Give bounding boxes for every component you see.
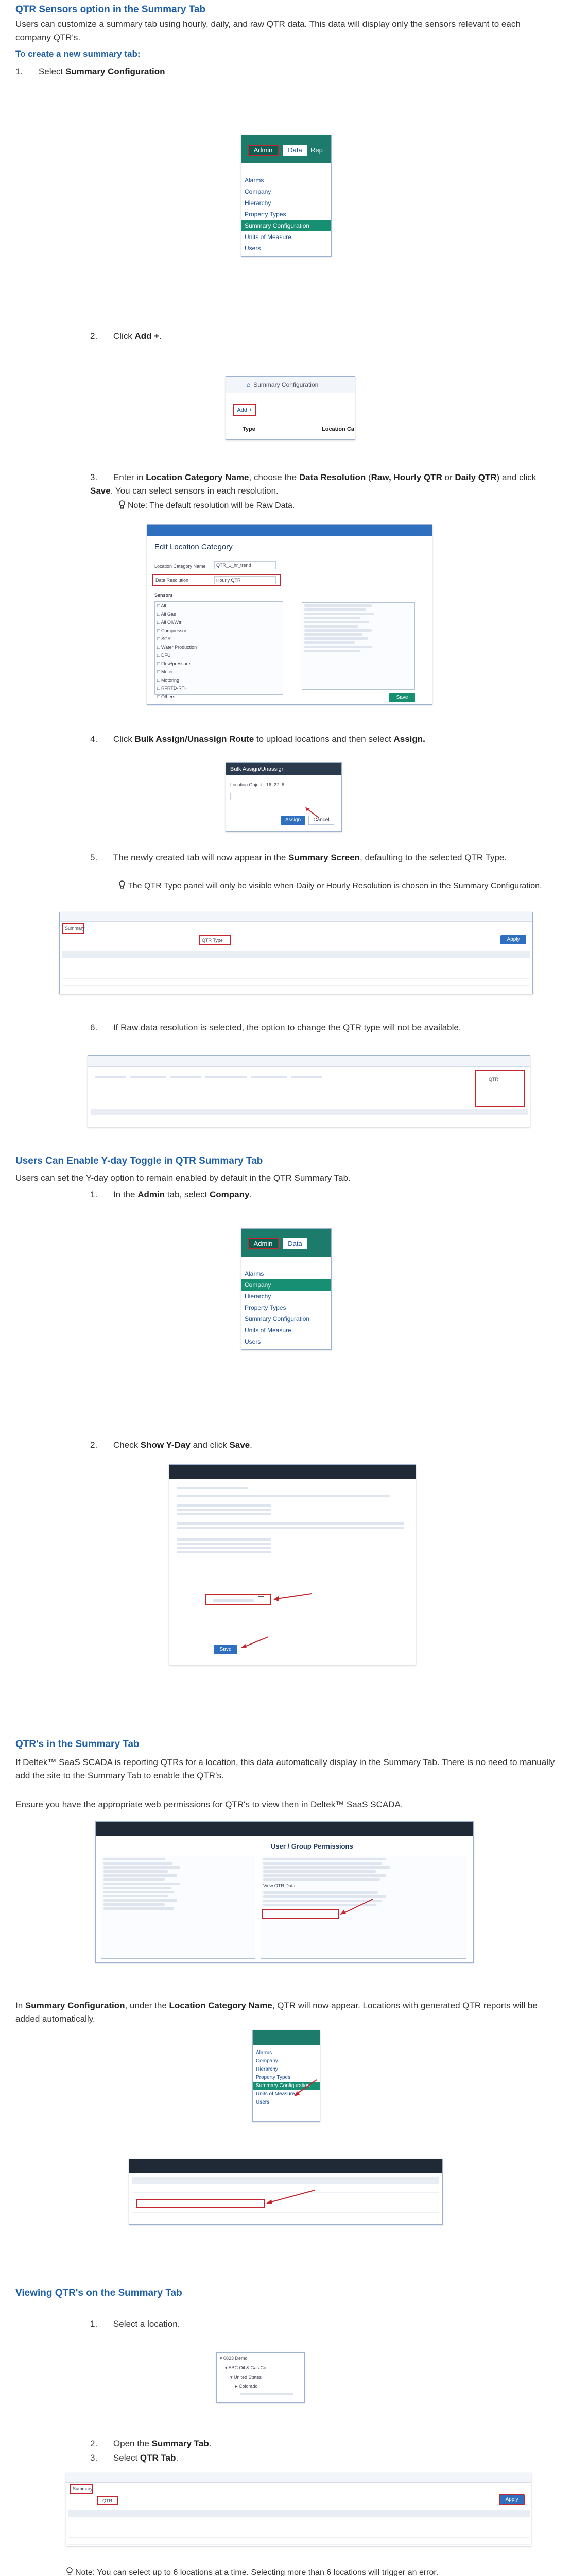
intro-paragraph: Users can customize a summary tab using hourly, daily, and raw QTR data. This data will display only the sensors relevant to each company QTR's. (15, 19, 521, 42)
p3-bold-1: Summary Configuration (25, 2001, 125, 2010)
config-table-header (132, 2177, 439, 2184)
summary-qtr-tab-screenshot (66, 2473, 531, 2546)
sensor-item-label: SCR (161, 636, 171, 641)
menu-item-company[interactable]: Company (245, 188, 271, 195)
tree-item-demo[interactable]: ▾ 0823 Demo (220, 2355, 248, 2361)
view-qtr-permission[interactable] (263, 1883, 464, 1890)
step-bold-4: Daily QTR (455, 472, 497, 482)
view-qtr-permission-label: View QTR Data (263, 1883, 296, 1888)
lightbulb-icon (118, 880, 126, 890)
step-number: 2. (90, 331, 98, 341)
view-qtr-highlight (262, 1909, 339, 1919)
sensor-item-label: DFU (161, 653, 171, 658)
company-form (175, 1485, 411, 1555)
step-text: Select (38, 66, 65, 76)
menu-item-alarms[interactable]: Alarms (256, 2050, 272, 2056)
step-text: The newly created tab will now appear in the (113, 853, 289, 862)
sensor-item-label: Flow/pressure (161, 661, 191, 666)
step-text-2: and click (190, 1440, 230, 1450)
sensor-item[interactable]: □ Motoring (157, 677, 179, 683)
menu-item-property-types[interactable]: Property Types (245, 1304, 286, 1311)
sensor-tree[interactable] (154, 601, 283, 699)
sensor-item[interactable]: □ Water Production (157, 645, 197, 650)
lightbulb-icon (118, 500, 126, 510)
home-icon: ⌂ (247, 381, 251, 388)
rep-tab-label: Rep (310, 146, 323, 154)
sensor-item[interactable]: □ All Gas (157, 612, 176, 617)
raw-toolbar (88, 1056, 530, 1067)
admin-menu-bar (241, 1229, 331, 1257)
tree-item-company[interactable]: ▾ ABC Oil & Gas Co. (225, 2365, 268, 2370)
step-bold-5: Save (90, 486, 111, 496)
admin-tab-label: Admin (253, 1240, 273, 1247)
summary-table-header (68, 2510, 530, 2517)
qtr-type-label: QTR Type (202, 938, 223, 943)
step-text-4: or (442, 472, 455, 482)
tree-item-label: Colorado (239, 2384, 258, 2389)
show-yday-checkbox[interactable] (258, 1596, 264, 1602)
menu-item-units-of-measure[interactable]: Units of Measure (245, 233, 291, 241)
step-1-summary-config (15, 65, 165, 78)
note-text: Note: You can select up to 6 locations at a time. Selecting more than 6 locations will trigger an error. (75, 2568, 439, 2576)
sensor-item-label: Others (161, 694, 175, 699)
menu-item-summary-configuration[interactable]: Summary Configuration (245, 1315, 310, 1323)
table-row (68, 2538, 530, 2545)
selected-sensors-list[interactable] (302, 602, 415, 690)
save-label: Save (396, 694, 408, 700)
menu-item-units-of-measure[interactable]: Units of Measure (256, 2091, 295, 2097)
admin-menu-screenshot (241, 135, 332, 257)
step-number: 2. (90, 2438, 98, 2448)
table-row (62, 979, 530, 986)
step-2-add (90, 330, 162, 343)
bulk-cancel-label: Cancel (313, 817, 330, 823)
sensor-item[interactable]: □ DFU (157, 653, 171, 658)
admin-summary-menu-screenshot (252, 2030, 320, 2122)
sensor-item-label: All Gas (161, 612, 176, 617)
step-bold-1: Bulk Assign/Unassign Route (134, 734, 254, 744)
section-title-yday-toggle: Users Can Enable Y-day Toggle in QTR Summary Tab (15, 1156, 263, 1166)
arrow-icon (339, 1897, 375, 1918)
step-text-post: , defaulting to the selected QTR Type. (360, 853, 507, 862)
bulk-assign-label: Assign (285, 817, 301, 823)
summary-toolbar (66, 2473, 531, 2483)
admin-menu-list (241, 1257, 331, 1347)
bulk-assign-screenshot (226, 762, 342, 832)
data-resolution-label: Data Resolution (155, 578, 189, 583)
summary-tab[interactable]: Summary (73, 2486, 93, 2492)
step-text: Click (113, 734, 135, 744)
data-tab[interactable] (283, 1238, 307, 1249)
sensor-item-label: Compressor (161, 628, 186, 633)
admin-tab[interactable] (248, 1238, 279, 1249)
step-text-6: . You can select sensors in each resolution. (110, 486, 279, 496)
section-title-viewing-qtrs: Viewing QTR's on the Summary Tab (15, 2287, 182, 2298)
step-text: Select a location. (113, 2319, 180, 2329)
yday-intro: Users can set the Y-day option to remain enabled by default in the QTR Summary Tab. (15, 1173, 351, 1183)
step-number: 1. (15, 66, 23, 76)
step-bold-2: Save (229, 1440, 250, 1450)
admin-company-menu-screenshot (241, 1228, 332, 1350)
step-text-post: . (209, 2438, 212, 2448)
step-bold-2: Data Resolution (299, 472, 366, 482)
step-3-enter-category (90, 471, 543, 498)
arrow-icon (293, 2078, 319, 2098)
table-row (68, 2518, 530, 2524)
qtr-summary-p1: If Deltek™ SaaS SCADA is reporting QTRs for a location, this data automatically display in the Summary Tab. There is no need to manually add the site to the Summary Tab to enable the QTR's. (15, 1757, 555, 1781)
lightbulb-icon (66, 2567, 73, 2576)
category-name-input[interactable] (214, 561, 276, 569)
sensor-item[interactable]: □ Compressor (157, 628, 186, 633)
summary-apply-button[interactable] (499, 2494, 525, 2505)
summary-table-header (62, 951, 530, 958)
step-bold-3: Raw, Hourly QTR (371, 472, 442, 482)
permissions-title: User / Group Permissions (271, 1842, 353, 1850)
menu-item-units-of-measure[interactable]: Units of Measure (245, 1327, 291, 1334)
save-label: Save (219, 1647, 232, 1652)
sensor-item[interactable]: □ Meter (157, 669, 173, 674)
step-text: In the (113, 1190, 138, 1199)
menu-item-summary-configuration[interactable]: Summary Configuration (241, 220, 331, 231)
sensor-item[interactable]: □ All (157, 603, 166, 608)
step-text-2: to upload locations and then select (254, 734, 394, 744)
step-6-raw-data (90, 1021, 543, 1035)
step-text-3: ( (366, 472, 371, 482)
step-text: Click (113, 331, 135, 341)
qtr-row-highlight (136, 2199, 265, 2208)
sensor-item-label: All (161, 603, 166, 608)
step-4-bulk-assign (90, 733, 543, 746)
p3-text-1: In (15, 2001, 25, 2010)
data-tab-label: Data (288, 146, 302, 154)
data-tab-label: Data (288, 1240, 302, 1247)
sensor-item[interactable]: □ SCR (157, 636, 171, 641)
sensor-item-label: Meter (161, 669, 173, 674)
apply-label: Apply (505, 2497, 518, 2502)
arrow-icon (265, 2188, 317, 2207)
arrow-icon (239, 1635, 270, 1650)
step-text-post: . (250, 1440, 252, 1450)
step-text: Select (113, 2453, 140, 2463)
step-number: 3. (90, 2453, 98, 2463)
sensor-item[interactable]: □ Others (157, 694, 175, 699)
sensor-item[interactable]: □ RFRTD-RTH (157, 686, 188, 691)
edit-location-category-screenshot (147, 524, 432, 705)
menu-item-company[interactable]: Company (256, 2058, 278, 2064)
summary-config-header-label: Summary Configuration (253, 381, 319, 388)
table-row (132, 2213, 439, 2219)
sensor-item[interactable]: □ All Oil/Wtr (157, 620, 182, 625)
step-bold: Summary Tab (151, 2438, 209, 2448)
step-1-admin-company (90, 1188, 252, 1201)
tree-item-state[interactable]: ▸ Colorado (235, 2384, 258, 2389)
menu-item-alarms[interactable]: Alarms (245, 177, 264, 184)
arrow-icon (272, 1591, 314, 1607)
data-tab[interactable] (283, 145, 307, 156)
step-bold-2: Assign. (393, 734, 425, 744)
sensors-label: Sensors (154, 592, 173, 598)
step-text-post: . (159, 331, 162, 341)
location-tree-screenshot (216, 2352, 305, 2403)
qtr-tab[interactable]: QTR (489, 1077, 498, 1082)
menu-item-hierarchy[interactable]: Hierarchy (256, 2066, 278, 2072)
tree-item-label: ABC Oil & Gas Co. (228, 2365, 268, 2370)
bulk-location-input[interactable] (230, 793, 333, 800)
admin-menu-bar (241, 135, 331, 163)
table-row (62, 972, 530, 979)
step-text-5: ) and click (496, 472, 537, 482)
step-3-select-qtr-tab (90, 2451, 178, 2465)
data-resolution-value: Hourly QTR (216, 578, 241, 583)
add-button-label: Add + (237, 407, 252, 413)
sensor-item-label: All Oil/Wtr (161, 620, 182, 625)
p3-text-3: , QTR will now appear. Locations with generated QTR reports will be added automatically. (15, 2001, 538, 2024)
data-resolution-select[interactable] (214, 576, 276, 584)
table-row (62, 986, 530, 992)
step-number: 2. (90, 1440, 98, 1450)
show-yday-label-placeholder (213, 1599, 254, 1602)
location-column-header: Location Ca (322, 426, 354, 432)
summary-config-list-screenshot (129, 2159, 443, 2225)
menu-item-alarms[interactable]: Alarms (245, 1270, 264, 1277)
step-bold: QTR Tab (140, 2453, 176, 2463)
qtr-summary-p2: Ensure you have the appropriate web permissions for QTR's to view then in Deltek™ SaaS SCADA. (15, 1800, 403, 1809)
section-title-qtr-summary-tab: QTR's in the Summary Tab (15, 1739, 140, 1750)
step-text-post: . (176, 2453, 179, 2463)
summary-tab[interactable]: Summary (65, 926, 85, 931)
note-default-resolution (118, 500, 295, 512)
category-name-value: QTR_1_hr_trend (216, 563, 251, 568)
sensor-item-label: Water Production (161, 645, 197, 650)
tree-item-label: United States (234, 2375, 262, 2380)
step-text-post: . (249, 1190, 252, 1199)
step-bold: Summary Configuration (65, 66, 165, 76)
menu-item-users[interactable]: Users (245, 245, 261, 252)
menu-item-summary-configuration[interactable]: Summary Configuration (253, 2082, 320, 2090)
step-bold: Add + (134, 331, 160, 341)
summary-screen-screenshot (59, 912, 533, 994)
menu-item-users[interactable]: Users (256, 2099, 270, 2105)
dialog-window-bar (147, 525, 432, 536)
raw-table-header (91, 1109, 528, 1115)
step-text: Open the (113, 2438, 152, 2448)
table-row (62, 959, 530, 965)
sensor-item-label: Motoring (161, 677, 179, 683)
table-row (91, 1123, 528, 1127)
raw-table-body (91, 1116, 528, 1127)
summary-apply-button[interactable] (500, 935, 526, 944)
dialog-title: Edit Location Category (154, 543, 233, 551)
summary-config-add-screenshot (226, 376, 355, 440)
summary-table-body (62, 959, 530, 992)
qtr-tab-highlight (475, 1070, 525, 1107)
bulk-dialog-title: Bulk Assign/Unassign (226, 763, 341, 775)
menu-item-property-types[interactable]: Property Types (245, 211, 286, 218)
qtr-tab[interactable]: QTR (102, 2498, 112, 2503)
step-text-2: tab, select (165, 1190, 210, 1199)
section-title-qtr-sensors: QTR Sensors option in the Summary Tab (15, 4, 206, 15)
category-name-label: Location Category Name (154, 564, 206, 569)
step-bold-1: Location Category Name (146, 472, 249, 482)
step-bold-1: Show Y-Day (140, 1440, 191, 1450)
permissions-top-bar (96, 1822, 473, 1836)
step-bold: Summary Screen (288, 853, 360, 862)
step-number: 4. (90, 734, 98, 744)
tree-item-country[interactable]: ▾ United States (230, 2375, 262, 2380)
bulk-assign-button[interactable] (281, 816, 305, 825)
raw-data-screenshot (88, 1055, 530, 1127)
step-text: Check (113, 1440, 141, 1450)
sensor-item-label: RFRTD-RTH (161, 686, 188, 691)
step-1-select-location (90, 2317, 180, 2331)
step-5-new-tab (90, 851, 543, 865)
step-text: Enter in (113, 472, 146, 482)
menu-item-hierarchy[interactable]: Hierarchy (245, 1293, 271, 1300)
note-text: The QTR Type panel will only be visible when Daily or Hourly Resolution is chosen in the Summary Configuration. (128, 882, 542, 890)
rep-tab[interactable] (310, 145, 331, 156)
admin-menu-bar (253, 2030, 320, 2045)
step-number: 5. (90, 853, 98, 862)
qtr-summary-p3 (15, 1999, 556, 2026)
permissions-screenshot (95, 1821, 474, 1963)
type-column-header: Type (243, 426, 255, 432)
summary-table-body (68, 2518, 530, 2545)
step-2-open-summary (90, 2437, 212, 2450)
arrow-icon (303, 806, 321, 820)
menu-item-property-types[interactable]: Property Types (256, 2075, 291, 2080)
summary-toolbar (60, 912, 532, 922)
table-row (68, 2531, 530, 2538)
sensor-item[interactable]: □ Flow/pressure (157, 661, 191, 666)
note-qtr-type-panel (118, 880, 546, 892)
p3-bold-2: Location Category Name (169, 2001, 272, 2010)
p3-text-2: , under the (125, 2001, 169, 2010)
step-number: 6. (90, 1023, 98, 1032)
company-settings-screenshot (169, 1464, 416, 1665)
step-number: 1. (90, 1190, 98, 1199)
table-row (91, 1116, 528, 1123)
step-2-show-yday (90, 1438, 252, 1452)
create-summary-heading: To create a new summary tab: (15, 49, 141, 59)
step-bold-2: Company (210, 1190, 250, 1199)
menu-item-hierarchy[interactable]: Hierarchy (245, 199, 271, 207)
add-button[interactable] (233, 404, 256, 416)
menu-item-users[interactable]: Users (245, 1338, 261, 1345)
raw-tabs-row (93, 1073, 526, 1080)
step-number: 3. (90, 472, 98, 482)
company-top-bar (169, 1465, 416, 1479)
tree-item-label: 0823 Demo (223, 2355, 248, 2361)
apply-label: Apply (507, 937, 520, 942)
company-save-button[interactable] (214, 1645, 237, 1654)
step-text-2: , choose the (249, 472, 299, 482)
menu-item-company[interactable]: Company (241, 1279, 331, 1291)
permissions-tree[interactable] (101, 1856, 255, 1959)
bulk-location-label: Location Object : 16, 27, 8 (230, 782, 285, 787)
note-max-locations (66, 2567, 555, 2576)
step-bold-1: Admin (137, 1190, 165, 1199)
admin-tab-label: Admin (253, 146, 273, 154)
dialog-save-button[interactable] (389, 693, 415, 702)
step-text: If Raw data resolution is selected, the option to change the QTR type will not be available. (113, 1023, 461, 1032)
step-number: 1. (90, 2319, 98, 2329)
summary-config-top-bar (129, 2159, 442, 2173)
admin-menu-list (241, 163, 331, 254)
summary-config-header (226, 377, 355, 393)
table-row (68, 2524, 530, 2531)
admin-tab[interactable] (248, 145, 279, 156)
table-row (62, 965, 530, 972)
note-text: Note: The default resolution will be Raw Data. (128, 501, 295, 510)
